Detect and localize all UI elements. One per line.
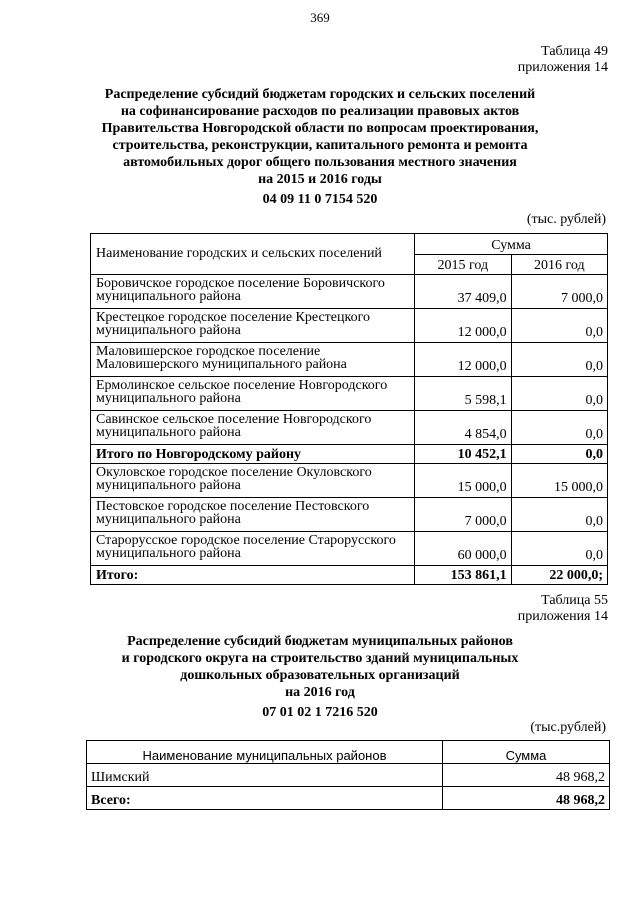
document-title <box>0 633 640 721</box>
page-number: 369 <box>310 10 330 25</box>
table-total-row <box>91 566 608 585</box>
amount-2015-cell: 5 598,1 <box>415 377 511 411</box>
table-total-row <box>87 787 610 810</box>
title-line: дошкольных образовательных организаций <box>180 668 460 683</box>
settlement-name-cell: Савинское сельское поселение Новгородского муниципального района <box>91 411 415 445</box>
settlement-name-cell: Итого: <box>91 566 415 585</box>
district-name-cell: Шимский <box>87 764 443 787</box>
appendix-reference: приложения 14 <box>517 609 608 624</box>
table-row <box>87 764 610 787</box>
budget-code: 07 01 02 1 7216 520 <box>262 705 378 720</box>
amount-2016-cell: 7 000,0 <box>511 275 607 309</box>
settlement-name-cell: Боровичское городское поселение Боровичского муниципального района <box>91 275 415 309</box>
amount-2015-cell: 60 000,0 <box>415 532 511 566</box>
appendix-reference: приложения 14 <box>517 60 608 75</box>
amount-2016-cell: 0,0 <box>511 377 607 411</box>
table-row <box>91 377 608 411</box>
amount-2016-cell: 22 000,0; <box>511 566 607 585</box>
title-line: Распределение субсидий бюджетам городских и сельских поселений <box>104 87 536 102</box>
amount-2016-cell: 0,0 <box>511 309 607 343</box>
amount-2016-cell: 0,0 <box>511 445 607 464</box>
amount-cell: 48 968,2 <box>443 764 610 787</box>
amount-2016-cell: 0,0 <box>511 498 607 532</box>
column-header-name: Наименование городских и сельских поселений <box>91 234 415 275</box>
amount-cell: 48 968,2 <box>443 787 610 810</box>
table-body <box>91 275 608 585</box>
table-reference <box>518 593 608 625</box>
amount-2016-cell: 15 000,0 <box>511 464 607 498</box>
title-line: и городского округа на строительство зданий муниципальных <box>121 651 519 666</box>
table-body <box>87 764 610 810</box>
title-line: Правительства Новгородской области по вопросам проектирования, <box>101 121 539 136</box>
settlement-name-cell: Итого по Новгородскому району <box>91 445 415 464</box>
amount-2015-cell: 15 000,0 <box>415 464 511 498</box>
units-label: (тыс.рублей) <box>530 720 606 735</box>
subsidy-table-districts <box>86 740 610 810</box>
table-row <box>91 464 608 498</box>
column-header-2016: 2016 год <box>511 255 607 275</box>
column-header-name: Наименование муниципальных районов <box>87 741 443 764</box>
table-row <box>91 343 608 377</box>
settlement-name-cell: Крестецкое городское поселение Крестецкого муниципального района <box>91 309 415 343</box>
table-row <box>91 411 608 445</box>
amount-2015-cell: 12 000,0 <box>415 343 511 377</box>
table-total-row <box>91 445 608 464</box>
column-header-sum: Сумма <box>443 741 610 764</box>
table-row <box>91 309 608 343</box>
table-row <box>91 498 608 532</box>
amount-2015-cell: 153 861,1 <box>415 566 511 585</box>
table-row <box>91 275 608 309</box>
amount-2015-cell: 7 000,0 <box>415 498 511 532</box>
settlement-name-cell: Старорусское городское поселение Старорусского муниципального района <box>91 532 415 566</box>
subsidy-table-settlements <box>90 233 608 585</box>
amount-2015-cell: 37 409,0 <box>415 275 511 309</box>
amount-2015-cell: 4 854,0 <box>415 411 511 445</box>
settlement-name-cell: Ермолинское сельское поселение Новгородского муниципального района <box>91 377 415 411</box>
document-title <box>0 86 640 208</box>
title-line: строительства, реконструкции, капитального ремонта и ремонта <box>112 138 528 153</box>
amount-2015-cell: 10 452,1 <box>415 445 511 464</box>
table-row <box>91 532 608 566</box>
settlement-name-cell: Окуловское городское поселение Окуловского муниципального района <box>91 464 415 498</box>
amount-2015-cell: 12 000,0 <box>415 309 511 343</box>
column-header-2015: 2015 год <box>415 255 511 275</box>
amount-2016-cell: 0,0 <box>511 343 607 377</box>
title-line: на 2015 и 2016 годы <box>258 172 382 187</box>
title-line: автомобильных дорог общего пользования местного значения <box>123 155 517 170</box>
title-line: на софинансирование расходов по реализации правовых актов <box>120 104 520 119</box>
units-label: (тыс. рублей) <box>526 212 606 227</box>
budget-code: 04 09 11 0 7154 520 <box>262 192 378 207</box>
settlement-name-cell: Пестовское городское поселение Пестовского муниципального района <box>91 498 415 532</box>
table-number: Таблица 49 <box>541 44 608 59</box>
settlement-name-cell: Маловишерское городское поселение Маловишерского муниципального района <box>91 343 415 377</box>
title-line: на 2016 год <box>285 685 355 700</box>
amount-2016-cell: 0,0 <box>511 411 607 445</box>
column-header-sum: Сумма <box>415 234 608 255</box>
amount-2016-cell: 0,0 <box>511 532 607 566</box>
district-name-cell: Всего: <box>87 787 443 810</box>
title-line: Распределение субсидий бюджетам муниципальных районов <box>127 634 513 649</box>
table-reference <box>518 44 608 76</box>
table-number: Таблица 55 <box>541 593 608 608</box>
